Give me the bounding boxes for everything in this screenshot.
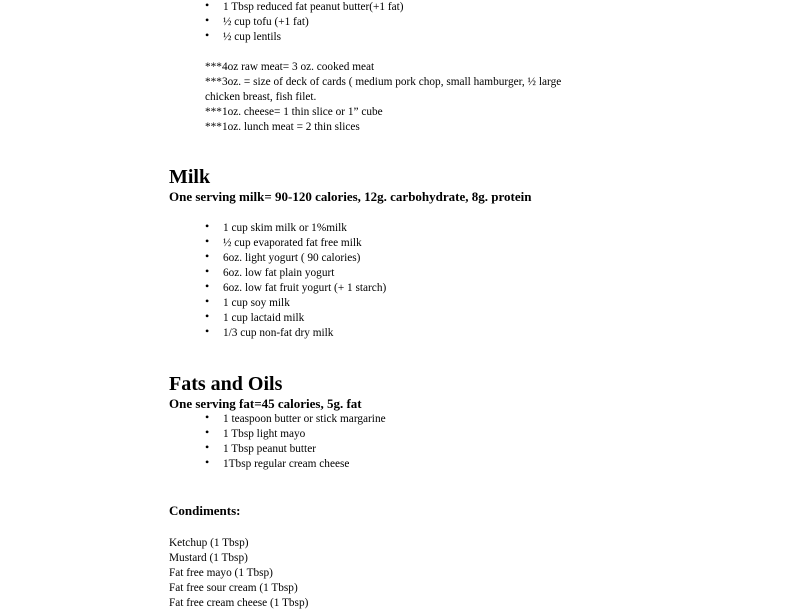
milk-heading: Milk [169,166,211,188]
condiment-item: Fat free mayo (1 Tbsp) [169,567,273,579]
meat-note: ***3oz. = size of deck of cards ( medium pork chop, small hamburger, ½ large [205,76,562,88]
bullet-icon: • [205,324,210,338]
list-item: • 1 cup lactaid milk [205,309,305,324]
list-item: • 1 cup soy milk [205,294,290,309]
bullet-icon: • [205,0,210,12]
meat-note: ***1oz. lunch meat = 2 thin slices [205,121,360,133]
bullet-icon: • [205,410,210,424]
bullet-icon: • [205,234,210,248]
meat-list [205,0,404,45]
bullet-icon: • [205,219,210,233]
bullet-icon: • [205,440,210,454]
fats-serving: One serving fat=45 calories, 5g. fat [169,396,362,411]
condiment-item: Mustard (1 Tbsp) [169,552,248,564]
list-item: • ½ cup evaporated fat free milk [205,234,362,249]
list-item: • 1 teaspoon butter or stick margarine [205,410,386,425]
list-item: • 6oz. low fat fruit yogurt (+ 1 starch) [205,279,387,294]
bullet-icon: • [205,249,210,263]
condiment-item: Fat free cream cheese (1 Tbsp) [169,597,309,609]
condiment-item: Fat free sour cream (1 Tbsp) [169,582,298,594]
list-item: • ½ cup lentils [205,28,282,43]
fats-list [205,410,386,472]
bullet-icon: • [205,294,210,308]
list-item: • 6oz. light yogurt ( 90 calories) [205,249,361,264]
bullet-icon: • [205,455,210,469]
milk-serving: One serving milk= 90-120 calories, 12g. carbohydrate, 8g. protein [169,189,532,204]
list-item: • 1Tbsp regular cream cheese [205,455,350,470]
bullet-icon: • [205,13,210,27]
list-item: • 1 Tbsp reduced fat peanut butter(+1 fat) [205,0,404,13]
list-item: • 1 Tbsp light mayo [205,425,306,440]
fats-heading: Fats and Oils [169,373,283,395]
list-item: • 6oz. low fat plain yogurt [205,264,335,279]
meat-note: ***1oz. cheese= 1 thin slice or 1” cube [205,106,383,118]
list-item: • 1 Tbsp peanut butter [205,440,316,455]
list-item: • 1/3 cup non-fat dry milk [205,324,334,339]
bullet-icon: • [205,28,210,42]
condiments-heading: Condiments: [169,503,241,518]
bullet-icon: • [205,425,210,439]
bullet-icon: • [205,279,210,293]
meat-note: ***4oz raw meat= 3 oz. cooked meat [205,61,375,73]
meat-note: chicken breast, fish filet. [205,91,317,103]
bullet-icon: • [205,309,210,323]
list-item: • ½ cup tofu (+1 fat) [205,13,309,28]
milk-list [205,219,387,341]
list-item: • 1 cup skim milk or 1%milk [205,219,347,234]
condiment-item: Ketchup (1 Tbsp) [169,537,249,549]
bullet-icon: • [205,264,210,278]
